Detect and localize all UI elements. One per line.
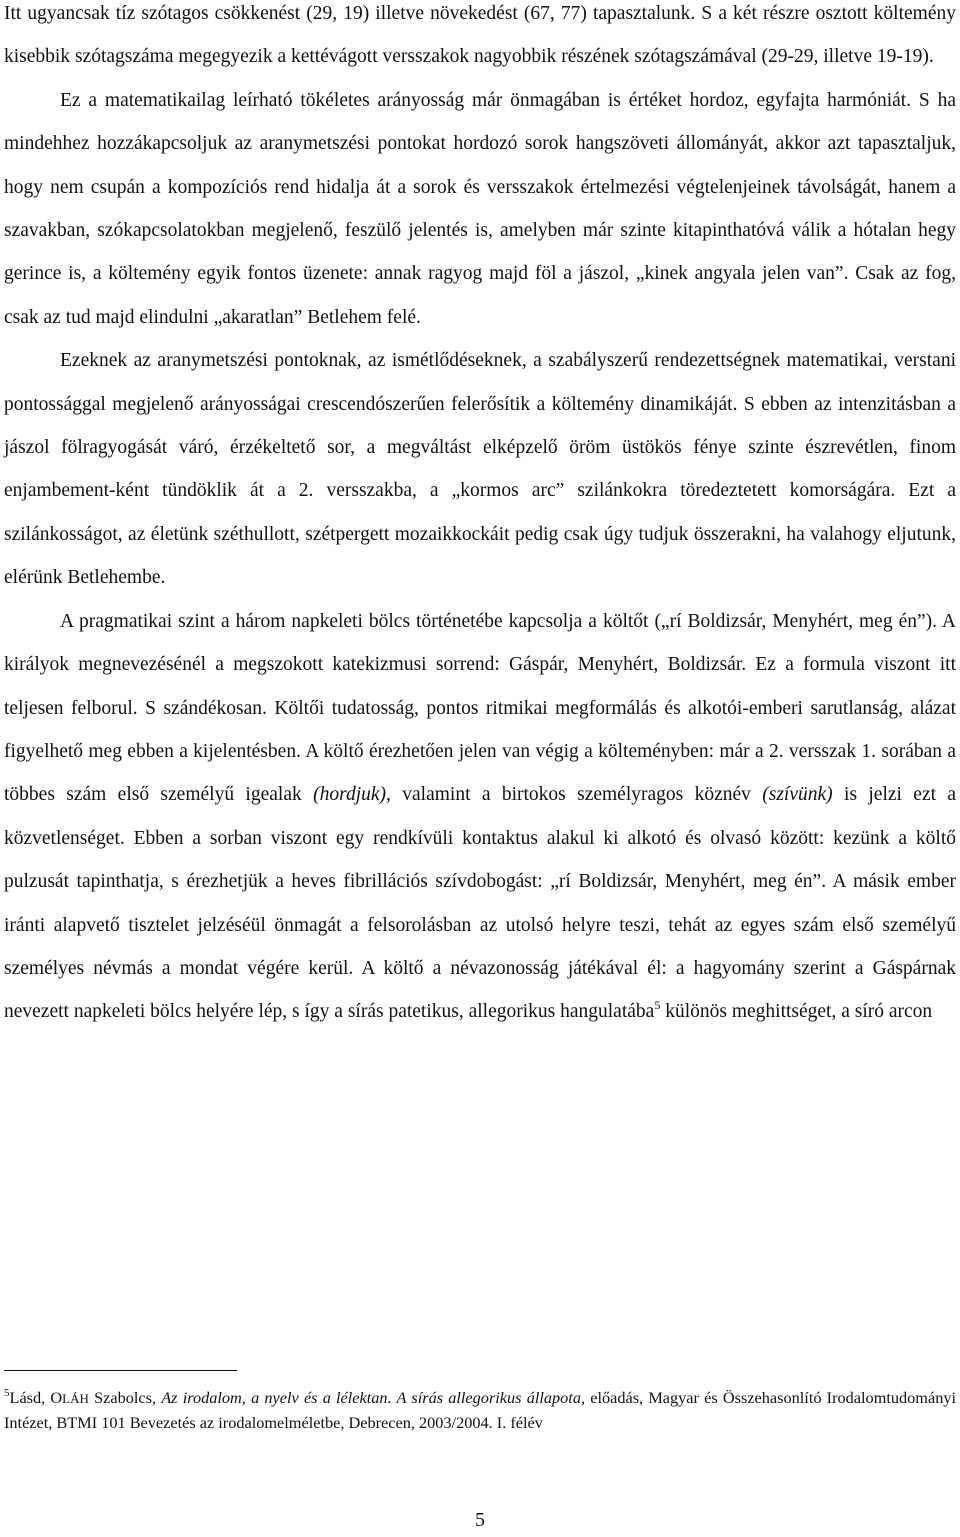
footnote-text-b: Szabolcs,: [88, 1388, 162, 1407]
footnote-separator: [4, 1370, 237, 1371]
paragraph-4-part-d: különös meghittséget, a síró arcon: [665, 1001, 933, 1023]
document-page: [4, 0, 956, 1034]
paragraph-3: Ezeknek az aranymetszési pontoknak, az ismétlődéseknek, a szabályszerű rendezettségnek matematikai, verstani pontossággal megjelenő arányosságai crescendószerűen felerősítik a költemény dinamikáját. S ebben az intenzitásban a jászol fölragyogását váró, érzékeltető sor, a megváltást elképzelő öröm üstökös fénye szinte észrevétlen, finom enjambement-ként tündöklik át a 2. versszakba, a „kormos arc” szilánkokra töredeztetett komorságára. Ezt a szilánkosságot, az életünk széthullott, szétpergett mozaikkockáit pedig csak úgy tudjuk összerakni, ha valahogy eljutunk, elérünk Betlehembe.: [4, 350, 956, 589]
paragraph-4-part-c: is jelzi ezt a közvetlenséget. Ebben a sorban viszont egy rendkívüli kontaktus alakul ki alkotó és olvasó között: kezünk a költő pulzusát tapinthatja, s érezhetjük a heves fibrillációs szívdobogást: „rí Boldizsár, Menyhért, meg én”. A másik ember iránti alapvető tisztelet jelzéséül önmagát a felsorolásban az utolsó helyre teszi, tehát az egyes szám első személyű személyes névmás a mondat végére kerül. A költő a névazonosság játékával él: a hagyomány szerint a Gáspárnak nevezett napkeleti bölcs helyére lép, s így a sírás patetikus, allegorikus hangulatába: [4, 784, 957, 1023]
italic-hordjuk: (hordjuk): [313, 784, 387, 806]
paragraph-4-part-b: , valamint a birtokos személyragos köznév: [386, 784, 751, 806]
footnote-reference[interactable]: 5: [654, 998, 661, 1013]
body-text: [4, 0, 956, 1034]
paragraph-4-part-a: A pragmatikai szint a három napkeleti bölcs történetébe kapcsolja a költőt („rí Boldizsár, Menyhért, meg én”). A királyok megnevezésénél a megszokott katekizmusi sorrend: Gáspár, Menyhért, Boldizsár. Ez a formula viszont itt teljesen felborul. S szándékosan. Költői tudatosság, pontos ritmikai megformálás és alkotói-emberi sarutlanság, alázat figyelhető meg ebben a kijelentésben. A költő érezhetően jelen van végig a költeményben: már a 2. versszak 1. sorában a többes szám első személyű igealak: [4, 610, 956, 806]
paragraph-1: Itt ugyancsak tíz szótagos csökkenést (29, 19) illetve növekedést (67, 77) tapasztalunk. S a két részre osztott költemény kisebbik szótagszáma megegyezik a kettévágott versszakok nagyobbik részének szótagszámával (29-29, illetve 19-19).: [4, 3, 956, 68]
paragraph-2: Ez a matematikailag leírható tökéletes arányosság már önmagában is értéket hordoz, egyfajta harmóniát. S ha mindehhez hozzákapcsoljuk az aranymetszési pontokat hordozó sorok hangszöveti állományát, akkor azt tapasztaljuk, hogy nem csupán a kompozíciós rend hidalja át a sorok és versszakok értelmezési végtelenjeinek távolságát, hanem a szavakban, szókapcsolatokban megjelenő, feszülő jelentés is, amelyben már szinte kitapinthatóvá válik a hótalan hegy gerince is, a költemény egyik fontos üzenete: annak ragyog majd föl a jászol, „kinek angyala jelen van”. Csak az fog, csak az tud majd elindulni „akaratlan” Betlehem felé.: [4, 89, 956, 328]
footnote-number: 5: [4, 1387, 10, 1399]
page-number: 5: [475, 1509, 485, 1531]
footnote: [4, 1386, 956, 1435]
footnote-text-a: Lásd, O: [9, 1388, 63, 1407]
footnote-author-smallcaps: LÁH: [62, 1391, 89, 1406]
footnote-text-c: előadás, Magyar és Összehasonlító Irodalomtudományi Intézet, BTMI 101 Bevezetés az irodalomelméletbe, Debrecen, 2003/2004. I. félév: [4, 1388, 956, 1432]
italic-szivunk: (szívünk): [762, 784, 833, 806]
footnote-title: Az irodalom, a nyelv és a lélektan. A sírás allegorikus állapota,: [161, 1388, 586, 1407]
